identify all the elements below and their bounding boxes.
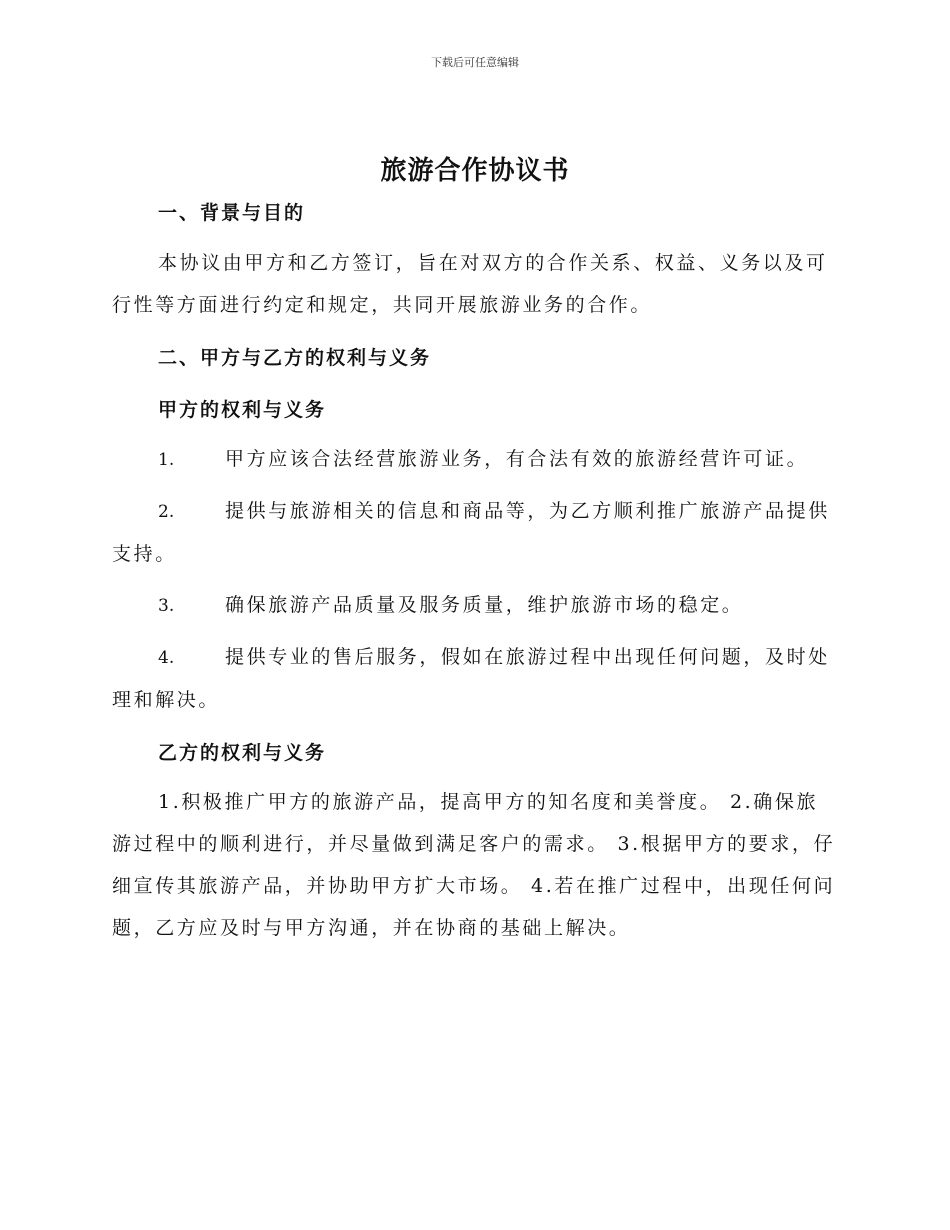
item-number: 1. (158, 450, 175, 470)
section-heading-background: 一、背景与目的 (158, 202, 306, 224)
item-text: 甲方应该合法经营旅游业务，有合法有效的旅游经营许可证。 (225, 448, 809, 470)
document-title: 旅游合作协议书 (380, 156, 570, 186)
item-number: 4. (158, 648, 175, 668)
party-b-paragraph-text: 1.积极推广甲方的旅游产品，提高甲方的知名度和美誉度。 2.确保旅游过程中的顺利进行，并尽量做到满足客户的需求。 3.根据甲方的要求，仔细宣传其旅游产品，并协助甲方扩大市场。 4.若在推广过程中，出现任何问题，乙方应及时与甲方沟通，并在协商的基础上解决。 (112, 791, 836, 939)
item-number: 2. (158, 502, 175, 522)
party-a-item-3 (112, 584, 837, 627)
item-text: 提供与旅游相关的信息和商品等，为乙方顺利推广旅游产品提供支持。 (112, 500, 830, 565)
party-a-item-2 (112, 490, 837, 575)
subheading-party-b: 乙方的权利与义务 (158, 742, 327, 764)
background-paragraph-text: 本协议由甲方和乙方签订，旨在对双方的合作关系、权益、义务以及可行性等方面进行约定和规定，共同开展旅游业务的合作。 (112, 252, 828, 316)
background-paragraph (112, 242, 837, 326)
subheading-party-a: 甲方的权利与义务 (158, 399, 327, 421)
party-a-item-4 (112, 636, 837, 721)
page-header-note: 下载后可任意编辑 (431, 56, 519, 69)
party-b-paragraph (112, 781, 837, 949)
item-number: 3. (158, 596, 175, 616)
section-heading-rights: 二、甲方与乙方的权利与义务 (158, 347, 432, 369)
item-text: 确保旅游产品质量及服务质量，维护旅游市场的稳定。 (225, 594, 744, 616)
party-a-item-1 (112, 438, 837, 481)
item-text: 提供专业的售后服务，假如在旅游过程中出现任何问题，及时处理和解决。 (112, 646, 830, 711)
